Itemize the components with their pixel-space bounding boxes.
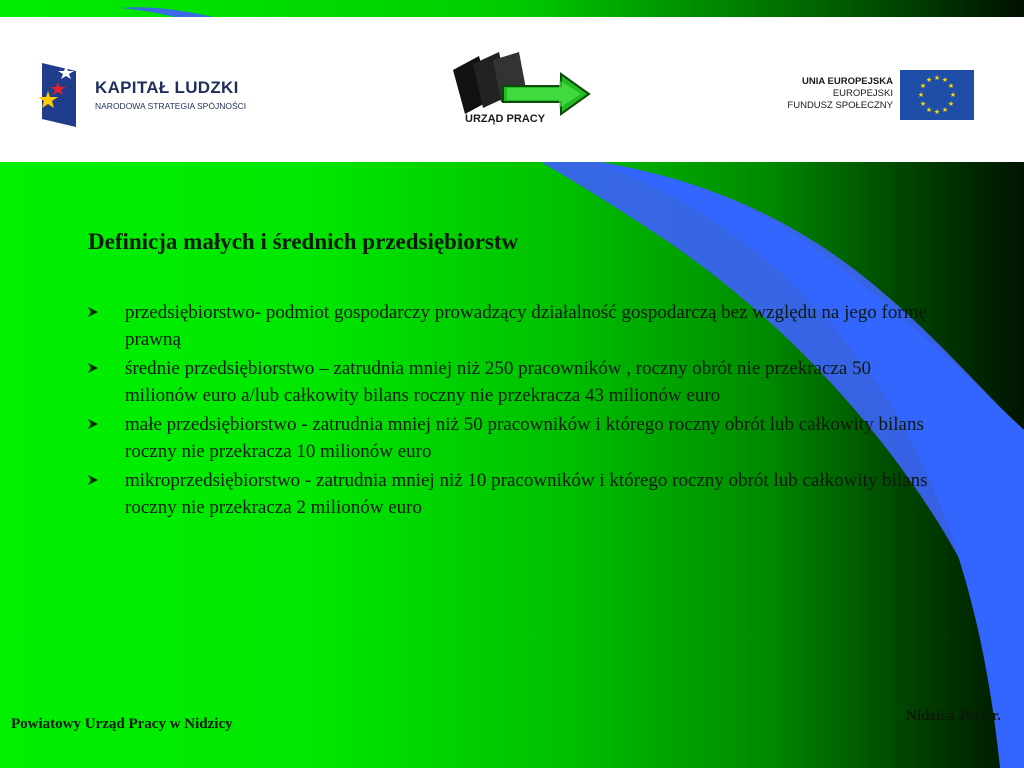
svg-text:★: ★ (925, 76, 933, 84)
definition-list (88, 299, 948, 523)
list-item (88, 467, 948, 521)
kapital-ludzki-title: KAPITAŁ LUDZKI (95, 78, 239, 97)
svg-text:★: ★ (941, 106, 949, 114)
footer-date: Nidzica 2010 r. (906, 708, 1001, 724)
kapital-ludzki-logo (36, 57, 80, 129)
bullet-arrow-icon (88, 475, 98, 485)
svg-text:★: ★ (919, 100, 927, 108)
list-item (88, 299, 948, 353)
svg-text:★: ★ (949, 91, 957, 99)
bullet-arrow-icon (88, 363, 98, 373)
list-item-text: małe przedsiębiorstwo - zatrudnia mniej niż 50 pracowników i którego roczny obrót lub całkowity bilans roczny nie przekracza 10 milionów euro (125, 414, 924, 462)
list-item (88, 355, 948, 409)
svg-text:★: ★ (919, 82, 927, 90)
list-item-text: mikroprzedsiębiorstwo - zatrudnia mniej niż 10 pracowników i którego roczny obrót lub całkowity bilans roczny nie przekracza 2 milionów euro (125, 470, 928, 518)
svg-text:★: ★ (933, 108, 941, 116)
list-item-text: przedsiębiorstwo- podmiot gospodarczy prowadzący działalność gospodarczą bez względu na jego formę prawną (125, 302, 927, 350)
list-item-text: średnie przedsiębiorstwo – zatrudnia mniej niż 250 pracowników , roczny obrót nie przekracza 50 milionów euro a/lub całkowity bilans roczny nie przekracza 43 milionów euro (125, 358, 872, 406)
eu-line3: FUNDUSZ SPOŁECZNY (787, 100, 893, 111)
eu-flag-icon (900, 70, 974, 120)
urzad-pracy-label: URZĄD PRACY (465, 113, 546, 125)
bullet-arrow-icon (88, 307, 98, 317)
eu-line1: UNIA EUROPEJSKA (802, 76, 893, 87)
footer-organization: Powiatowy Urząd Pracy w Nidzicy (11, 716, 233, 732)
svg-text:★: ★ (933, 74, 941, 82)
kapital-ludzki-subtitle: NARODOWA STRATEGIA SPÓJNOŚCI (95, 101, 247, 111)
svg-text:★: ★ (947, 82, 955, 90)
eu-line2: EUROPEJSKI (832, 88, 893, 99)
svg-text:★: ★ (917, 91, 925, 99)
bullet-arrow-icon (88, 419, 98, 429)
svg-text:★: ★ (925, 106, 933, 114)
slide-title: Definicja małych i średnich przedsiębiorstw (88, 229, 519, 254)
svg-text:★: ★ (947, 100, 955, 108)
eu-text-block (760, 76, 893, 112)
svg-text:★: ★ (941, 76, 949, 84)
list-item (88, 411, 948, 465)
